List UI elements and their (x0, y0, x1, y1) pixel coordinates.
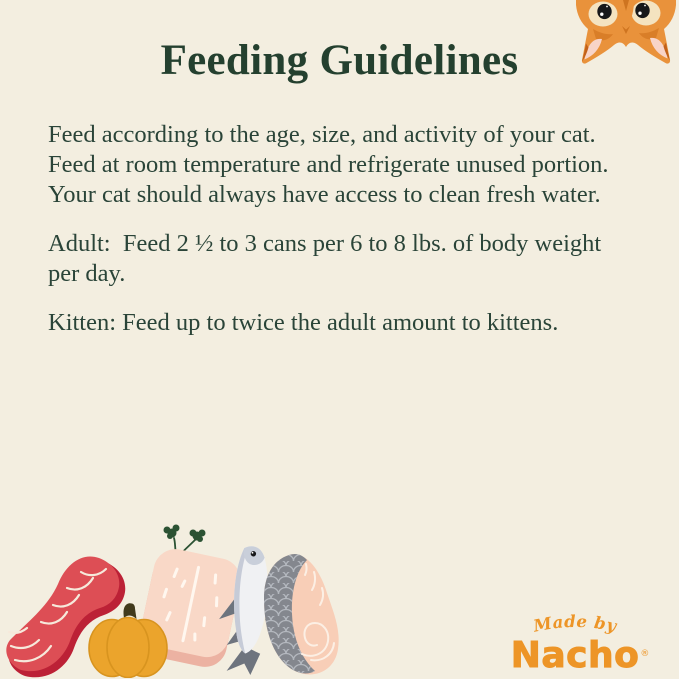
logo-brand-name: Nacho ® (510, 635, 650, 676)
svg-text:Made by (531, 612, 619, 636)
pumpkin-icon (88, 600, 168, 678)
salmon-steak-icon (256, 550, 346, 678)
intro-paragraph: Feed according to the age, size, and activity of your cat. Feed at room temperature and refrigerate unused portion. Your cat should always have access to clean fresh water. (48, 121, 614, 208)
adult-feeding-paragraph: Adult: Feed 2 ½ to 3 cans per 6 to 8 lbs. of body weight per day. (48, 230, 608, 287)
brand-logo (487, 611, 663, 675)
page-title: Feeding Guidelines (160, 37, 519, 84)
kitten-feeding-paragraph: Kitten: Feed up to twice the adult amount to kittens. (48, 309, 559, 336)
guidelines-text (48, 120, 636, 357)
logo-tagline: Made by (531, 611, 619, 636)
registered-trademark: ® (640, 649, 650, 659)
